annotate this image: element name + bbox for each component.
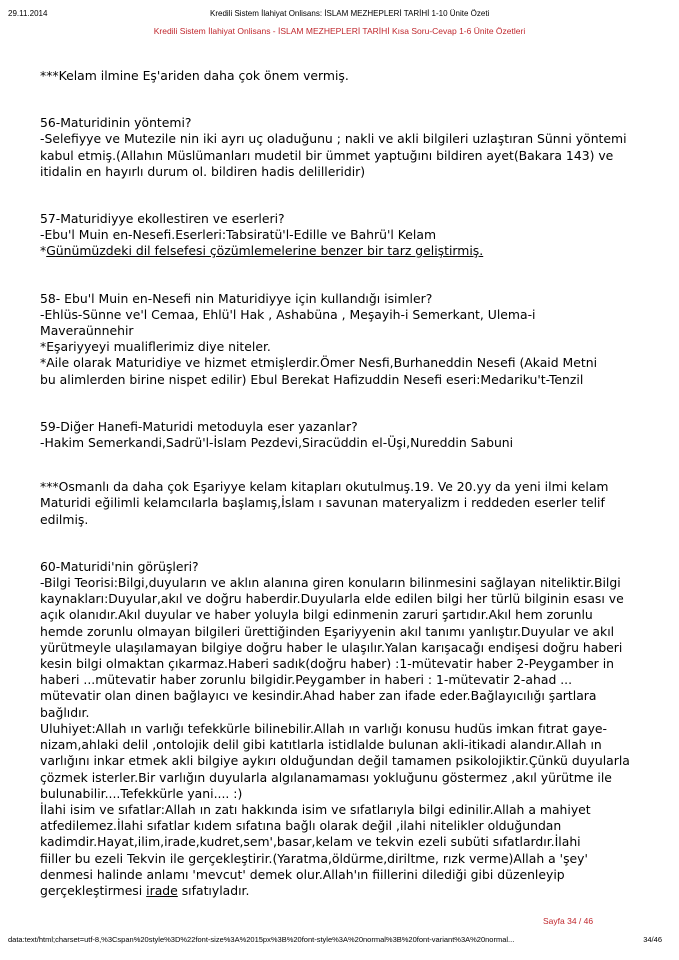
question-title: 57-Maturidiyye ekollestiren ve eserleri? xyxy=(40,211,285,227)
footer-url: data:text/html;charset=utf-8,%3Cspan%20style%3D%22font-size%3A%2015px%3B%20font-style%3A%20normal%3B%20font-variant%3A%20normal... xyxy=(8,935,515,944)
answer-line: Maveraünnehir xyxy=(40,323,134,339)
answer-line: -Hakim Semerkandi,Sadrü'l-İslam Pezdevi,Siracüddin el-Üşi,Nureddin Sabuni xyxy=(40,435,514,451)
question-title: 59-Diğer Hanefi-Maturidi metoduyla eser yazanlar? xyxy=(40,418,358,434)
answer-line: varlığını inkar etmek akli bilgiye aykırı olduğundan değil tamamen psikolojiktir.Çünkü duyularla xyxy=(40,753,630,769)
answer-line: İlahi isim ve sıfatlar:Allah ın zatı hakkında isim ve sıfatlarıyla bilgi edinilir.Allah a mahiyet xyxy=(40,801,591,817)
answer-line: -Ebu'l Muin en-Nesefi.Eserleri:Tabsiratü'l-Edille ve Bahrü'l Kelam xyxy=(40,227,437,243)
question-59 xyxy=(40,419,652,451)
answer-line: kaynakları:Duyular,akıl ve doğru haberdir.Duyularla elde edilen bilgi her türlü bilginin esası ve xyxy=(40,591,624,607)
answer-line: açık olanıdır.Akıl duyular ve haber yoluyla bilgi edinmenin zaruri şartıdır.Akıl hem zorunlu xyxy=(40,607,593,623)
answer-line: *Aile olarak Maturidiye ve hizmet etmişlerdir.Ömer Nesfi,Burhaneddin Nesefi (Akaid Metni xyxy=(40,355,598,371)
question-57 xyxy=(40,211,652,260)
question-title: 56-Maturidinin yöntemi? xyxy=(40,115,192,131)
question-60 xyxy=(40,559,652,899)
answer-line: Uluhiyet:Allah ın varlığı tefekkürle bilinebilir.Allah ın varlığı konusu hudüs imkan fıtrat gaye- xyxy=(40,720,608,736)
answer-line: bu alimlerden birine nispet edilir) Ebul Berekat Hafizuddin Nesefi eseri:Medariku't-Tenzil xyxy=(40,371,584,387)
answer-line: kadimdir.Hayat,ilim,irade,kudret,sem',basar,kelam ve tekvin ezeli subüti sıfatlardır.İlahi xyxy=(40,834,581,850)
answer-line: kesin bilgi olmaktan çıkarmaz.Haberi sadık(doğru haber) :1-mütevatir haber 2-Peygamber in xyxy=(40,656,615,672)
header-title: Kredili Sistem İlahiyat Onlisans: İSLAM MEZHEPLERİ TARİHİ 1-10 Ünite Özeti xyxy=(210,9,490,18)
note-line: ***Osmanlı da daha çok Eşariyye kelam kitapları okutulmuş.19. Ve 20.yy da yeni ilmi kelam xyxy=(40,479,609,495)
question-58 xyxy=(40,291,652,388)
line-text: sıfatıyladır. xyxy=(177,882,250,898)
answer-line: haberi ...mütevatir haber zorunlu bilgidir.Peygamber in haberi : 1-mütevatir 2-ahad ... xyxy=(40,672,573,688)
answer-line: fiiller bu ezeli Tekvin ile gerçekleştirir.(Yaratma,öldürme,diriltme, rızk verme)Allah a 'şey' xyxy=(40,850,588,866)
header-subtitle: Kredili Sistem İlahiyat Onlisans - İSLAM MEZHEPLERİ TARİHİ Kısa Soru-Cevap 1-6 Ünite Özetleri xyxy=(153,26,526,36)
answer-line xyxy=(40,243,652,259)
document-body xyxy=(40,68,652,899)
answer-line: yürütmeyle ulaşılamayan bilgiye doğru haber le ulaşılır.Yalan karışacağı endişesi doğru haberi xyxy=(40,639,623,655)
line-text: gerçekleştirmesi xyxy=(40,882,147,898)
answer-line: -Ehlüs-Sünne ve'l Cemaa, Ehlü'l Hak , Ashabüna , Meşayih-i Semerkant, Ulema-i xyxy=(40,306,536,322)
answer-line: kabul etmiş.(Allahın Müslümanları mudetil bir ümmet yaptuğını bildiren ayet(Bakara 143) ve xyxy=(40,147,614,163)
note-line: Maturidi eğilimli kelamcılarla başlamış,İslam ı savunan materyalizm i reddeden eserler telif xyxy=(40,495,605,511)
question-56 xyxy=(40,115,652,180)
question-title: 58- Ebu'l Muin en-Nesefi nin Maturidiyye için kullandığı isimler? xyxy=(40,290,433,306)
answer-line: hemde zorunlu olmayan bilgileri ürettiğinden Eşariyyenin akıl tanımı yanlıştır.Duyular ve akıl xyxy=(40,623,615,639)
ottoman-note xyxy=(40,479,652,528)
answer-line xyxy=(40,883,652,899)
underlined-text: Günümüzdeki dil felsefesi çözümlemelerine benzer bir tarz geliştirmiş. xyxy=(46,243,484,259)
answer-line: mütevatir olan dinen bağlayıcı ve kesindir.Ahad haber zan ifade eder.Bağlayıcılığı şartlara xyxy=(40,688,597,704)
page-number-label: Sayfa 34 / 46 xyxy=(543,916,594,926)
header-date: 29.11.2014 xyxy=(8,9,48,18)
answer-line: *Eşariyyeyi mualiflerimiz diye niteler. xyxy=(40,339,271,355)
answer-line: -Selefiyye ve Mutezile nin iki ayrı uç oladuğunu ; nakli ve akli bilgileri uzlaştıran Sünni yöntemi xyxy=(40,131,627,147)
answer-line: denmesi halinde anlamı 'mevcut' demek olur.Allah'ın fiillerini dilediği gibi düzenleyip xyxy=(40,866,565,882)
answer-line: atfedilemez.İlahi sıfatlar kıdem sıfatına bağlı olarak değil ,ilahi nitelikler olduğundan xyxy=(40,818,562,834)
star-marker: * xyxy=(40,243,47,259)
answer-line: bağlıdır. xyxy=(40,704,90,720)
intro-note: ***Kelam ilmine Eş'ariden daha çok önem vermiş. xyxy=(40,68,349,83)
answer-line: itidalin en hayırlı durum ol. bildiren hadis delilleridir) xyxy=(40,163,366,179)
answer-line: -Bilgi Teorisi:Bilgi,duyuların ve aklın alanına giren konuların bilinmesini sağlayan niteliktir.Bilgi xyxy=(40,575,621,591)
footer-page-count: 34/46 xyxy=(643,935,662,944)
note-line: edilmiş. xyxy=(40,511,89,527)
answer-line: çözmek isterler.Bir varlığın duyularla algılanamaması yokluğunu göstermez ,akıl yürütme ile xyxy=(40,769,612,785)
answer-line: bulunabilir....Tefekkürle yani.... :) xyxy=(40,785,243,801)
question-title: 60-Maturidi'nin görüşleri? xyxy=(40,558,199,574)
answer-line: nizam,ahlaki delil ,ontolojik delil gibi katıtlarla istidlalde bulunan akli-itikadi alandır.Allah ın xyxy=(40,737,602,753)
underlined-text: irade xyxy=(146,882,178,898)
